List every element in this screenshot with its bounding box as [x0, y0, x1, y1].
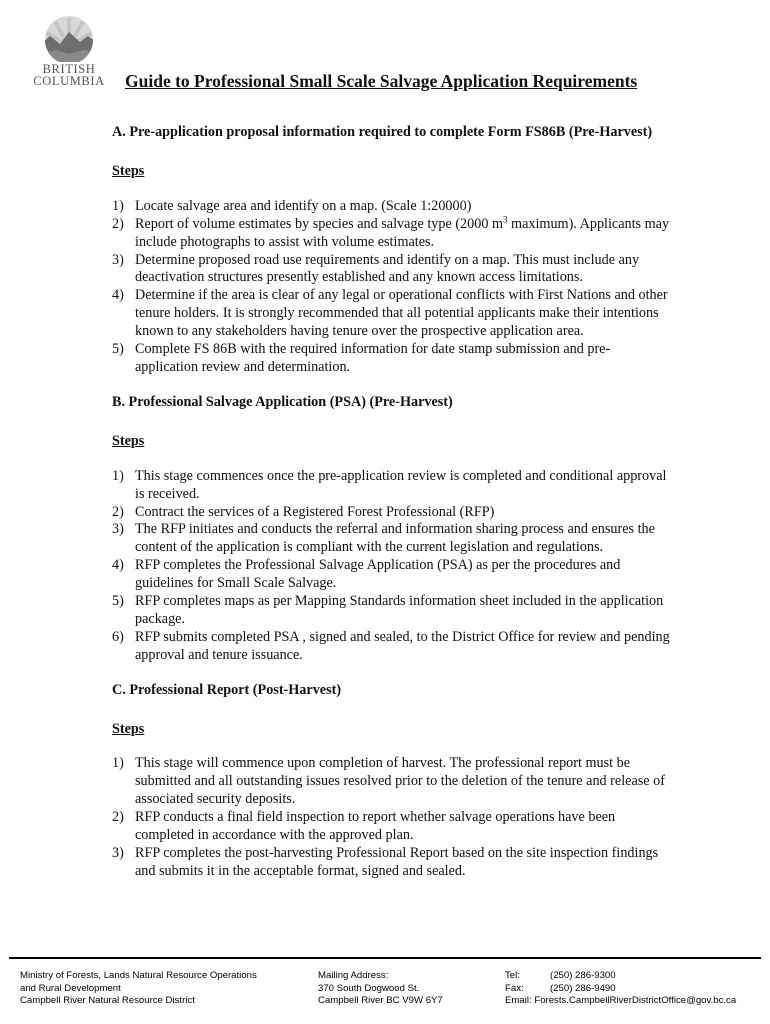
item-number: 1) [112, 755, 124, 772]
item-number: 1) [112, 467, 124, 484]
footer-mailing-line: 370 South Dogwood St. [318, 982, 420, 994]
bc-crest-icon [36, 10, 102, 62]
section-a-list [112, 198, 672, 377]
item-text: RFP completes the Professional Salvage Application (PSA) as per the procedures and guidelines for Small Scale Salvage. [135, 557, 621, 592]
section-a-steps-label: Steps [112, 162, 145, 179]
section-c-list [112, 755, 672, 880]
item-text: RFP completes the post-harvesting Professional Report based on the site inspection findings and submits it in the acceptable format, signed and sealed. [135, 845, 659, 879]
section-b-list [112, 468, 672, 665]
item-number: 2) [112, 215, 124, 232]
footer-divider [9, 957, 761, 959]
list-item [112, 521, 672, 557]
list-item [112, 287, 672, 341]
item-number: 4) [112, 557, 124, 574]
footer-tel-row [505, 970, 736, 983]
item-text: Contract the services of a Registered Forest Professional (RFP) [135, 503, 495, 520]
item-number: 2) [112, 809, 124, 826]
footer-org-line: and Rural Development [20, 982, 121, 994]
footer-fax-row [505, 983, 736, 996]
item-number: 3) [112, 251, 124, 268]
section-c-steps-label: Steps [112, 720, 145, 737]
list-item [112, 845, 672, 881]
list-item [112, 809, 672, 845]
item-number: 6) [112, 628, 124, 645]
logo-text-columbia: COLUMBIA [33, 74, 105, 88]
document-title: Guide to Professional Small Scale Salvage Application Requirements [125, 71, 638, 91]
footer-mailing-address [318, 970, 443, 1008]
item-number: 1) [112, 197, 124, 214]
item-text: The RFP initiates and conducts the referral and information sharing process and ensures the content of the application is compliant with the current legislation and regulations. [135, 521, 655, 556]
list-item [112, 213, 672, 252]
item-number: 3) [112, 521, 124, 538]
section-b-steps-label: Steps [112, 432, 145, 449]
item-text: Complete FS 86B with the required information for date stamp submission and pre-application review and determination. [135, 341, 611, 375]
item-text: This stage will commence upon completion of harvest. The professional report must be submitted and all outstanding issues resolved prior to the deletion of the tenure and release of associated security deposits. [135, 755, 665, 808]
item-text: Report of volume estimates by species and salvage type (2000 m [135, 215, 503, 232]
footer-mailing-line: Campbell River BC V9W 6Y7 [318, 995, 443, 1007]
list-item [112, 252, 672, 288]
fax-label: Fax: [505, 982, 524, 994]
item-text-cont: maximum). Applicants may include photographs to assist with volume estimates. [135, 215, 670, 250]
footer-org-line: Campbell River Natural Resource District [20, 995, 195, 1007]
section-a-heading: A. Pre-application proposal information required to complete Form FS86B (Pre-Harvest) [112, 124, 653, 140]
logo-text-british: BRITISH [42, 62, 96, 76]
item-text: RFP conducts a final field inspection to report whether salvage operations have been completed in accordance with the approved plan. [135, 809, 616, 844]
footer-contact [505, 970, 736, 1008]
footer-mailing-line: Mailing Address: [318, 970, 389, 981]
list-item [112, 198, 672, 216]
item-text: RFP submits completed PSA , signed and sealed, to the District Office for review and pending approval and tenure issuance. [135, 628, 670, 663]
item-number: 2) [112, 503, 124, 520]
list-item [112, 593, 672, 629]
bc-logo [28, 10, 110, 86]
list-item [112, 557, 672, 593]
item-number: 5) [112, 341, 124, 358]
list-item [112, 504, 672, 522]
item-text: Determine if the area is clear of any legal or operational conflicts with First Nations and other tenure holders. It is strongly recommended that all potential applicants make their intentions known to any stakeholders having tenure over the prospective application area. [135, 287, 668, 340]
footer-email-row [505, 995, 736, 1008]
superscript: 3 [503, 213, 508, 224]
tel-label: Tel: [505, 970, 520, 981]
section-b-heading: B. Professional Salvage Application (PSA) (Pre-Harvest) [112, 393, 453, 410]
item-text: Determine proposed road use requirements and identify on a map. This must include any deactivation structures presently established and any known access limitations. [135, 251, 640, 286]
footer-org-line: Ministry of Forests, Lands Natural Resource Operations [20, 970, 257, 981]
email-label: Email: [505, 995, 532, 1007]
item-text: Locate salvage area and identify on a map. (Scale 1:20000) [135, 197, 472, 214]
list-item [112, 755, 672, 809]
item-text: RFP completes maps as per Mapping Standards information sheet included in the application package. [135, 593, 664, 627]
document-body [112, 124, 672, 881]
item-number: 3) [112, 845, 124, 861]
list-item [112, 629, 672, 665]
tel-value: (250) 286-9300 [550, 970, 616, 981]
list-item [112, 341, 672, 377]
item-number: 5) [112, 593, 124, 610]
item-text: This stage commences once the pre-application review is completed and conditional approval is received. [135, 467, 667, 502]
footer-organization [20, 970, 257, 1008]
list-item [112, 468, 672, 504]
item-number: 4) [112, 287, 124, 304]
fax-value: (250) 286-9490 [550, 982, 616, 994]
section-c-heading: C. Professional Report (Post-Harvest) [112, 681, 342, 698]
email-link[interactable]: Forests.CampbellRiverDistrictOffice@gov.bc.ca [534, 995, 737, 1007]
